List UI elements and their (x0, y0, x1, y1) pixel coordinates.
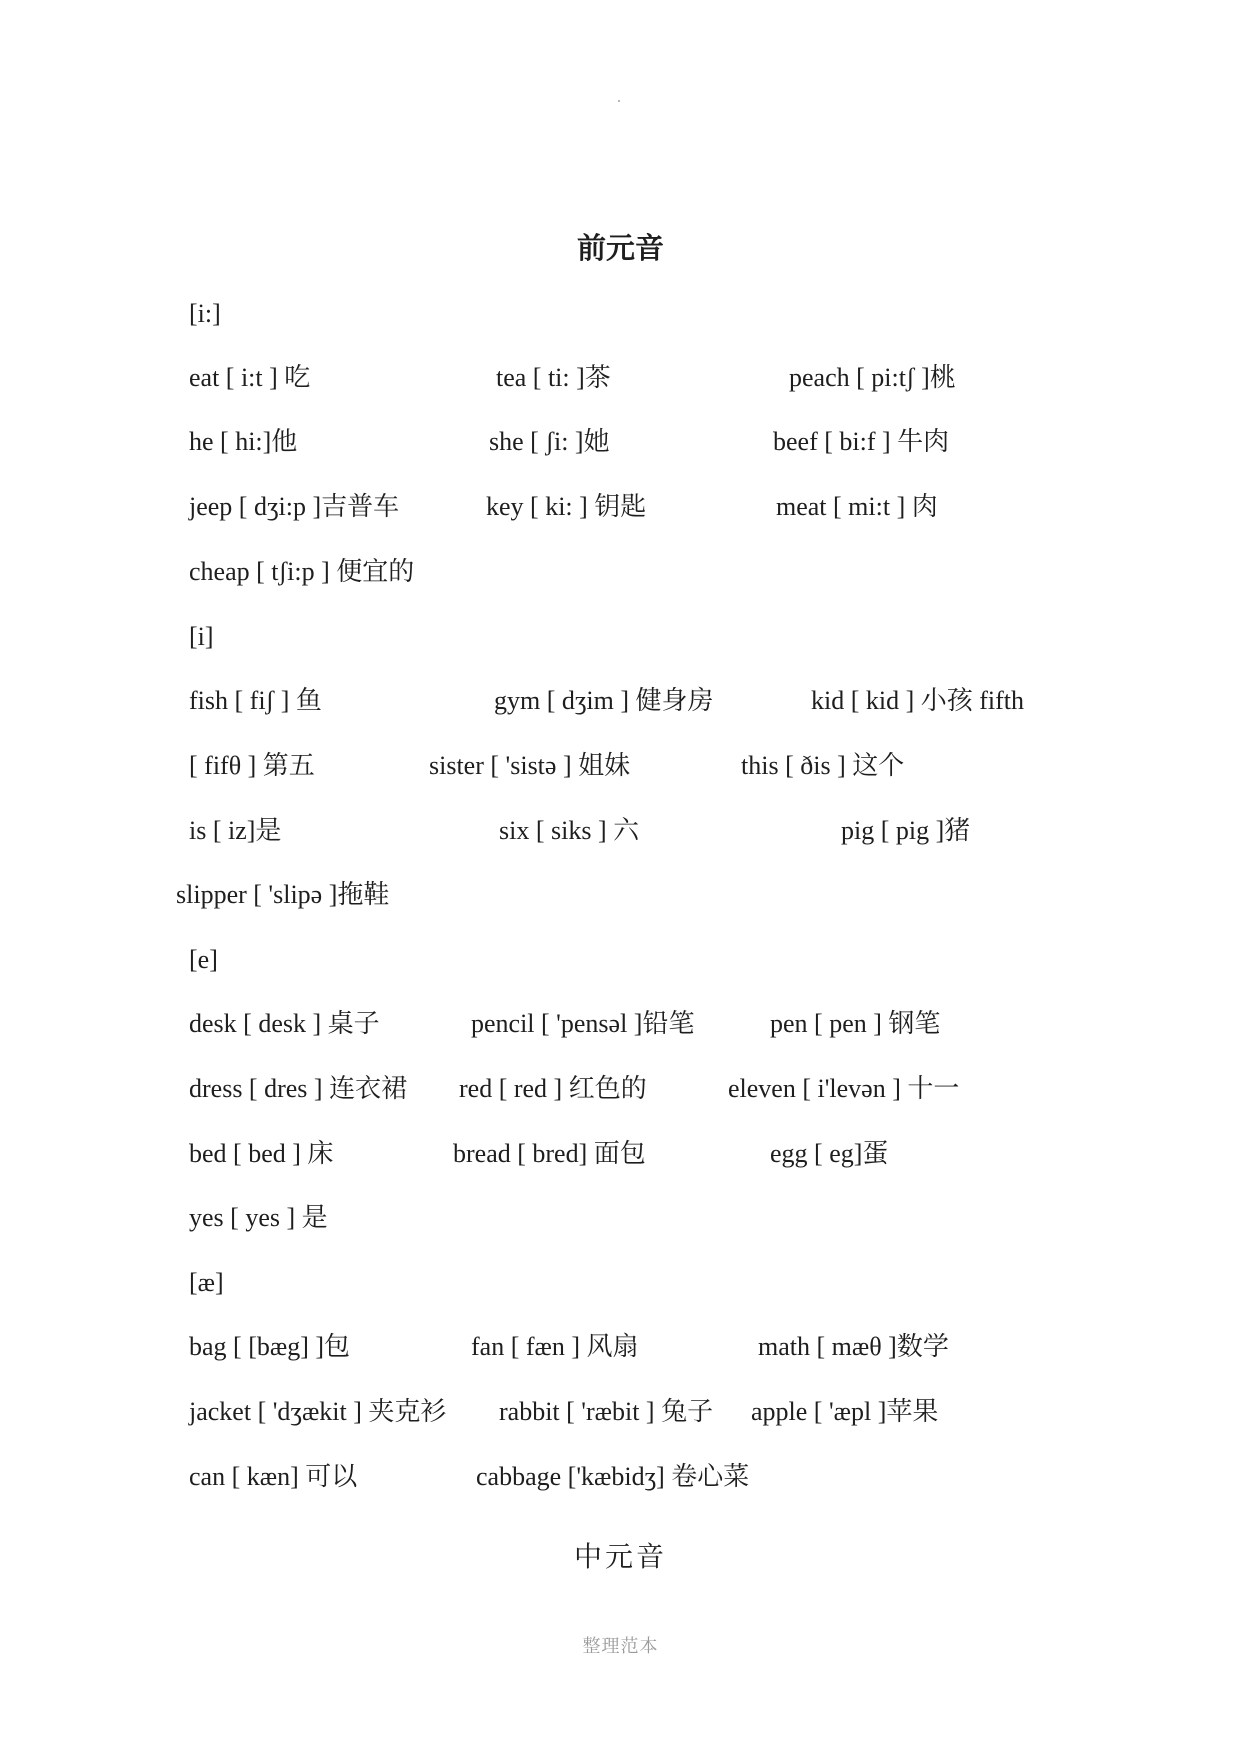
word-entry: he [ hi:]他 (189, 427, 298, 456)
word-entry: [ fifθ ] 第五 (189, 751, 315, 780)
word-entry: pig [ pig ]猪 (841, 816, 971, 845)
word-entry: key [ ki: ] 钥匙 (486, 492, 647, 521)
header-dot (618, 100, 620, 102)
word-entry: meat [ mi:t ] 肉 (776, 492, 938, 521)
page-title: 前元音 (576, 233, 664, 265)
word-entry: can [ kæn] 可以 (189, 1462, 358, 1491)
word-entry: cheap [ tʃi:p ] 便宜的 (189, 557, 415, 586)
word-entry: bag [ [bæg] ]包 (189, 1332, 351, 1361)
word-entry: bread [ bred] 面包 (453, 1139, 646, 1168)
word-entry: sister [ 'sistə ] 姐妹 (429, 751, 631, 780)
word-entry: rabbit [ 'ræbit ] 兔子 (499, 1397, 714, 1426)
word-entry: beef [ bi:f ] 牛肉 (773, 427, 950, 456)
word-entry: fan [ fæn ] 风扇 (471, 1332, 639, 1361)
word-entry: eat [ i:t ] 吃 (189, 363, 311, 392)
word-entry: she [ ʃi: ]她 (489, 427, 610, 456)
word-entry: slipper [ 'slipə ]拖鞋 (176, 880, 390, 909)
word-entry: kid [ kid ] 小孩 fifth (811, 686, 1025, 715)
word-entry: yes [ yes ] 是 (189, 1203, 328, 1232)
word-entry: desk [ desk ] 桌子 (189, 1009, 380, 1038)
word-entry: this [ ðis ] 这个 (741, 751, 905, 780)
word-entry: jacket [ 'dʒækit ] 夹克衫 (189, 1397, 447, 1426)
word-entry: pencil [ 'pensəl ]铅笔 (471, 1009, 695, 1038)
word-entry: jeep [ dʒi:p ]吉普车 (189, 492, 400, 521)
word-entry: is [ iz]是 (189, 816, 282, 845)
word-entry: bed [ bed ] 床 (189, 1139, 334, 1168)
section-title-central-vowels: 中元音 (573, 1542, 667, 1573)
word-entry: math [ mæθ ]数学 (758, 1332, 949, 1361)
word-entry: red [ red ] 红色的 (459, 1074, 647, 1103)
word-entry: six [ siks ] 六 (499, 816, 640, 845)
word-entry: dress [ dres ] 连衣裙 (189, 1074, 408, 1103)
word-entry: gym [ dʒim ] 健身房 (494, 686, 714, 715)
word-entry: tea [ ti: ]茶 (496, 363, 611, 392)
word-entry: pen [ pen ] 钢笔 (770, 1009, 941, 1038)
section-heading-i-long: [i:] (189, 299, 221, 328)
word-entry: peach [ pi:tʃ ]桃 (789, 363, 956, 392)
section-heading-i-short: [i] (189, 622, 214, 651)
word-entry: eleven [ i'levən ] 十一 (728, 1074, 960, 1103)
word-entry: apple [ 'æpl ]苹果 (751, 1397, 939, 1426)
word-entry: egg [ eg]蛋 (770, 1139, 889, 1168)
section-heading-ae: [æ] (189, 1268, 224, 1297)
word-entry: cabbage ['kæbidʒ] 卷心菜 (476, 1462, 750, 1491)
word-entry: fish [ fiʃ ] 鱼 (189, 686, 322, 715)
section-heading-e: [e] (189, 945, 218, 974)
page-footer: 整理范本 (582, 1636, 659, 1656)
